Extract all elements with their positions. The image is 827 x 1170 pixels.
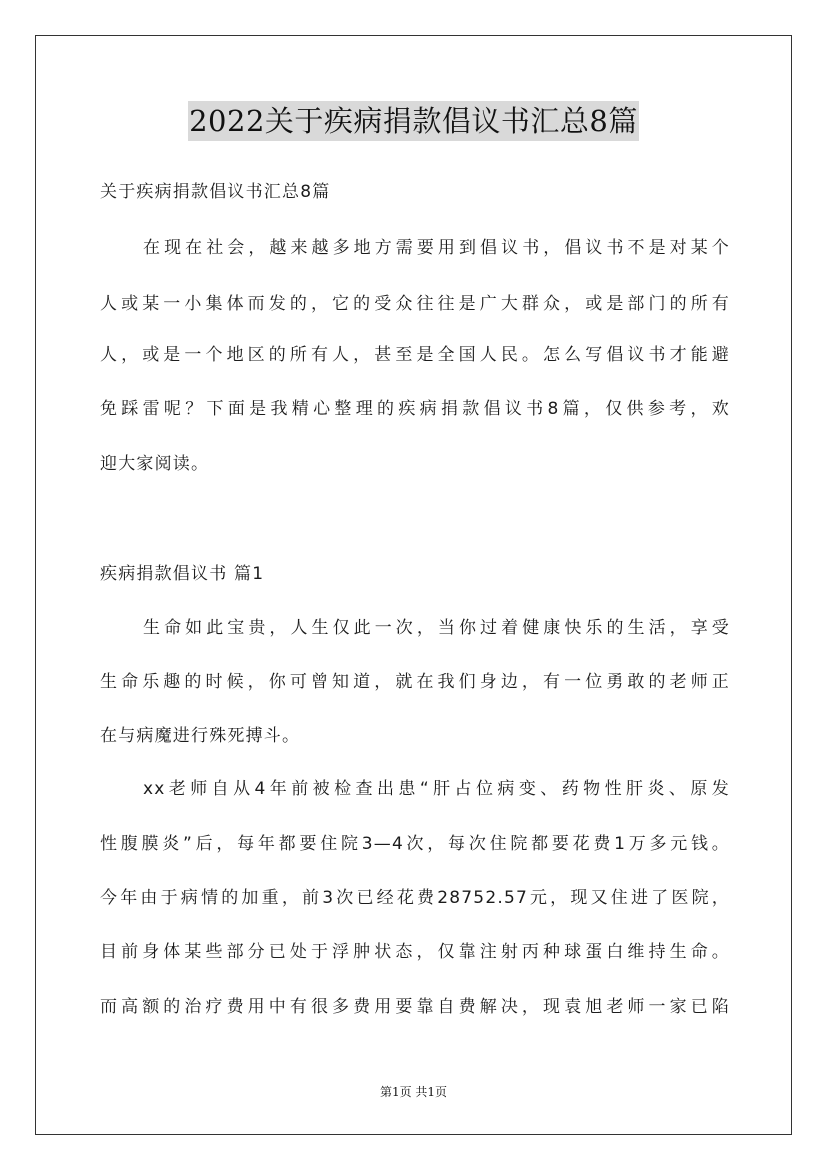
intro-line-5: 迎大家阅读。 bbox=[100, 454, 210, 474]
para2-line-3: 今年由于病情的加重，前3次已经花费28752.57元，现又住进了医院， bbox=[100, 888, 730, 908]
document-subtitle: 关于疾病捐款倡议书汇总8篇 bbox=[100, 182, 331, 202]
title-container bbox=[0, 101, 827, 141]
para2-line-4: 目前身体某些部分已处于浮肿状态，仅靠注射丙种球蛋白维持生命。 bbox=[100, 942, 730, 962]
para2-line-2: 性腹膜炎”后，每年都要住院3—4次，每次住院都要花费1万多元钱。 bbox=[100, 834, 730, 854]
intro-line-1: 在现在社会，越来越多地方需要用到倡议书，倡议书不是对某个 bbox=[143, 238, 730, 258]
para2-line-1: xx老师自从4年前被检查出患“肝占位病变、药物性肝炎、原发 bbox=[143, 779, 730, 799]
intro-line-4: 免踩雷呢？下面是我精心整理的疾病捐款倡议书8篇，仅供参考，欢 bbox=[100, 399, 730, 419]
section-heading: 疾病捐款倡议书 篇1 bbox=[100, 564, 265, 584]
document-title: 2022关于疾病捐款倡议书汇总8篇 bbox=[188, 101, 639, 141]
para1-line-1: 生命如此宝贵，人生仅此一次，当你过着健康快乐的生活，享受 bbox=[143, 618, 730, 638]
para1-line-3: 在与病魔进行殊死搏斗。 bbox=[100, 726, 301, 746]
intro-line-2: 人或某一小集体而发的，它的受众往往是广大群众，或是部门的所有 bbox=[100, 294, 730, 314]
intro-line-3: 人，或是一个地区的所有人，甚至是全国人民。怎么写倡议书才能避 bbox=[100, 345, 730, 365]
para1-line-2: 生命乐趣的时候，你可曾知道，就在我们身边，有一位勇敢的老师正 bbox=[100, 672, 730, 692]
para2-line-5: 而高额的治疗费用中有很多费用要靠自费解决，现袁旭老师一家已陷 bbox=[100, 997, 730, 1017]
page-footer: 第1页 共1页 bbox=[379, 1085, 448, 1099]
